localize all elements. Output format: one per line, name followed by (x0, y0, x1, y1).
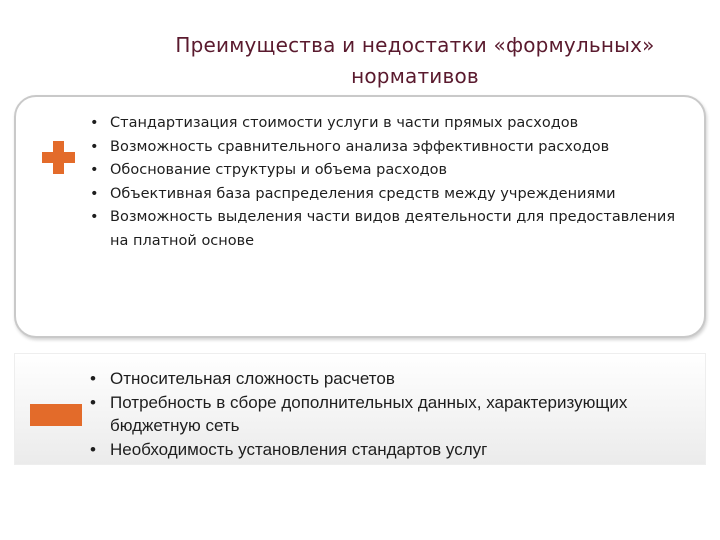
disadvantage-item: • Относительная сложность расчетов (86, 367, 686, 391)
slide-title-line-1: Преимущества и недостатки «формульных» (175, 33, 655, 57)
advantage-item: • Возможность сравнительного анализа эффективности расходов (86, 136, 676, 160)
advantages-list (86, 112, 676, 253)
disadvantage-item: • Необходимость установления стандартов услуг (86, 438, 686, 462)
advantage-item: • Обоснование структуры и объема расходов (86, 159, 676, 183)
disadvantage-item: • Потребность в сборе дополнительных данных, характеризующих бюджетную сеть (86, 391, 686, 438)
advantage-item: • Стандартизация стоимости услуги в части прямых расходов (86, 112, 676, 136)
advantage-item: • Возможность выделения части видов деятельности для предоставления на платной основе (86, 206, 676, 253)
plus-icon-vertical-bar (53, 141, 64, 174)
minus-icon (30, 404, 82, 426)
slide-title (150, 30, 680, 92)
slide-title-line-2: нормативов (351, 64, 479, 88)
disadvantages-list (86, 367, 686, 461)
plus-icon (42, 141, 75, 174)
advantage-item: • Объективная база распределения средств между учреждениями (86, 183, 676, 207)
